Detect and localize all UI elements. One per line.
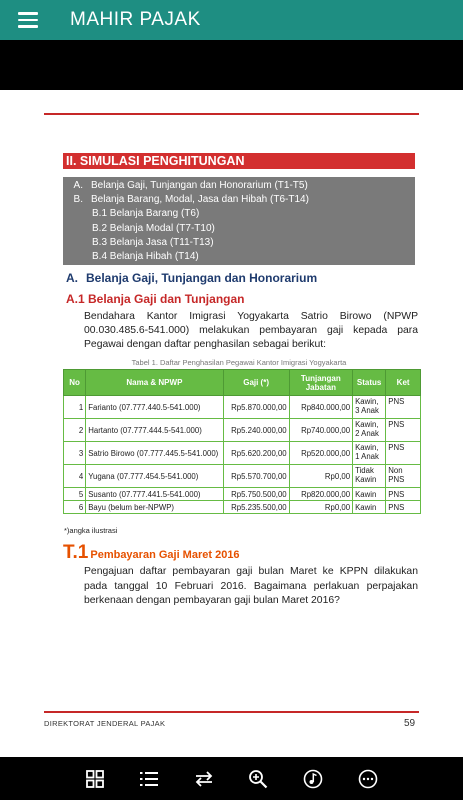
cell-status: Tidak Kawin xyxy=(353,465,386,488)
grid-view-icon[interactable] xyxy=(85,769,105,789)
cell-no: 1 xyxy=(64,396,86,419)
document-page[interactable] xyxy=(0,90,463,757)
cell-allowance: Rp520.000,00 xyxy=(289,442,352,465)
cell-name: Yugana (07.777.454.5-541.000) xyxy=(86,465,223,488)
heading-a: A. Belanja Gaji, Tunjangan dan Honorarium xyxy=(66,271,318,285)
cell-name: Hartanto (07.777.444.5-541.000) xyxy=(86,419,223,442)
music-note-icon[interactable] xyxy=(303,769,323,789)
cell-note: PNS xyxy=(386,419,421,442)
cell-allowance: Rp740.000,00 xyxy=(289,419,352,442)
cell-name: Satrio Birowo (07.777.445.5-541.000) xyxy=(86,442,223,465)
list-view-icon[interactable] xyxy=(139,769,159,789)
cell-salary: Rp5.240.000,00 xyxy=(223,419,289,442)
cell-salary: Rp5.870.000,00 xyxy=(223,396,289,419)
cell-note: Non PNS xyxy=(386,465,421,488)
toc-subitem: B.3 Belanja Jasa (T11-T13) xyxy=(92,236,214,248)
cell-allowance: Rp840.000,00 xyxy=(289,396,352,419)
cell-name: Farianto (07.777.440.5-541.000) xyxy=(86,396,223,419)
cell-no: 5 xyxy=(64,488,86,501)
section-title: II. SIMULASI PENGHITUNGAN xyxy=(63,153,415,169)
col-no: No xyxy=(64,370,86,396)
toc-item: A. Belanja Gaji, Tunjangan dan Honorarium (T1-T5) xyxy=(73,180,308,191)
table-header-row xyxy=(64,370,421,396)
col-name: Nama & NPWP xyxy=(86,370,223,396)
cell-name: Susanto (07.777.441.5-541.000) xyxy=(86,488,223,501)
page-number: 59 xyxy=(404,718,416,729)
cell-no: 3 xyxy=(64,442,86,465)
bottom-divider xyxy=(44,711,419,713)
cell-allowance: Rp820.000,00 xyxy=(289,488,352,501)
cell-name: Bayu (belum ber-NPWP) xyxy=(86,501,223,514)
table-row xyxy=(64,442,421,465)
salary-table xyxy=(63,369,421,514)
cell-salary: Rp5.570.700,00 xyxy=(223,465,289,488)
toc-item: B. Belanja Barang, Modal, Jasa dan Hibah (T6-T14) xyxy=(73,194,309,206)
col-salary: Gaji (*) xyxy=(223,370,289,396)
table-row xyxy=(64,488,421,501)
toc-subitem: B.2 Belanja Modal (T7-T10) xyxy=(92,222,215,234)
cell-status: Kawin xyxy=(353,488,386,501)
cell-note: PNS xyxy=(386,501,421,514)
cell-allowance: Rp0,00 xyxy=(289,501,352,514)
table-row xyxy=(64,396,421,419)
cell-salary: Rp5.750.500,00 xyxy=(223,488,289,501)
hamburger-menu-icon[interactable] xyxy=(0,0,56,40)
cell-status: Kawin, 1 Anak xyxy=(353,442,386,465)
viewer-top-margin xyxy=(0,40,463,90)
toc-subitem: B.4 Belanja Hibah (T14) xyxy=(92,250,199,262)
table-caption: Tabel 1. Daftar Penghasilan Pegawai Kantor Imigrasi Yogyakarta xyxy=(131,358,347,367)
case-heading-t1: T.1 Pembayaran Gaji Maret 2016 xyxy=(63,542,240,563)
table-note: *)angka ilustrasi xyxy=(64,526,118,535)
toc-subitem: B.1 Belanja Barang (T6) xyxy=(92,208,200,220)
cell-status: Kawin, 3 Anak xyxy=(353,396,386,419)
heading-a1: A.1 Belanja Gaji dan Tunjangan xyxy=(66,292,245,306)
app-bar xyxy=(0,0,463,40)
intro-paragraph: Bendahara Kantor Imigrasi Yogyakarta Satrio Birowo (NPWP 00.030.485.6-541.000) melakukan pembayaran gaji kepada para Pegawai dengan daftar penghasilan sebagai berikut: xyxy=(84,311,418,350)
cell-no: 6 xyxy=(64,501,86,514)
col-allowance: Tunjangan Jabatan xyxy=(289,370,352,396)
cell-note: PNS xyxy=(386,488,421,501)
cell-status: Kawin xyxy=(353,501,386,514)
table-row xyxy=(64,419,421,442)
top-divider xyxy=(44,113,419,115)
cell-note: PNS xyxy=(386,442,421,465)
swap-arrows-icon[interactable] xyxy=(194,769,214,789)
case-paragraph: Pengajuan daftar pembayaran gaji bulan Maret ke KPPN dilakukan pada tanggal 10 Februari 2016. Bagaimana perlakuan perpajakan berkenaan dengan pembayaran gaji bulan Maret 2016? xyxy=(84,566,418,606)
col-note: Ket xyxy=(386,370,421,396)
app-title: MAHIR PAJAK xyxy=(70,9,201,30)
cell-salary: Rp5.620.200,00 xyxy=(223,442,289,465)
footer-org: DIREKTORAT JENDERAL PAJAK xyxy=(44,719,166,728)
table-row xyxy=(64,465,421,488)
col-status: Status xyxy=(353,370,386,396)
zoom-in-icon[interactable] xyxy=(248,769,268,789)
more-options-icon[interactable] xyxy=(358,769,378,789)
table-of-contents-box xyxy=(63,177,415,265)
cell-status: Kawin, 2 Anak xyxy=(353,419,386,442)
cell-note: PNS xyxy=(386,396,421,419)
cell-salary: Rp5.235.500,00 xyxy=(223,501,289,514)
cell-no: 2 xyxy=(64,419,86,442)
cell-no: 4 xyxy=(64,465,86,488)
bottom-toolbar xyxy=(0,757,463,800)
cell-allowance: Rp0,00 xyxy=(289,465,352,488)
table-row xyxy=(64,501,421,514)
